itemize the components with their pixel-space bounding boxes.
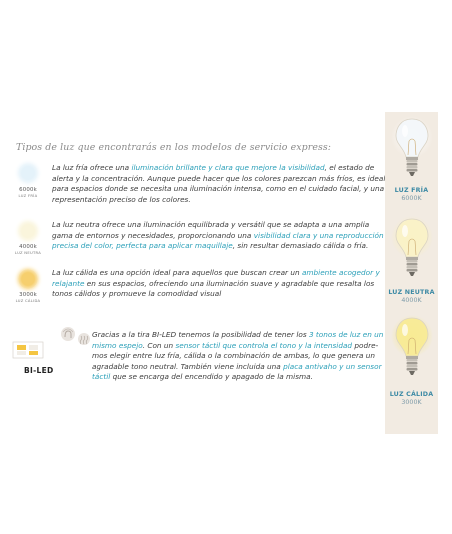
cold-bulb-temp: 6000K xyxy=(401,195,422,202)
biled-icons xyxy=(12,326,90,360)
cold-temp-label: 6000k xyxy=(19,187,37,193)
body-text: podre- xyxy=(352,340,379,350)
highlight-text: táctil xyxy=(92,372,111,382)
text-line xyxy=(92,330,382,341)
body-text: en sus espacios, ofreciendo una iluminación suave y agradable que resalta los xyxy=(84,278,375,288)
text-line xyxy=(52,163,382,174)
text-line xyxy=(92,362,382,373)
warm-temp-label: 3000k xyxy=(19,292,37,298)
neutral-light-text xyxy=(52,220,382,252)
neutral-bulb-name: LUZ NEUTRA xyxy=(388,289,435,296)
highlight-text: 3 tonos de luz en un xyxy=(308,330,384,339)
warm-light-text xyxy=(52,268,382,300)
text-line xyxy=(92,351,382,362)
text-line xyxy=(52,195,382,206)
warm-led-icon xyxy=(17,345,26,350)
neutral-bulb-icon xyxy=(390,215,434,283)
body-text: . Con un xyxy=(142,340,176,350)
body-text: La luz neutra ofrece una iluminación equilibrada y versátil que se adapta a una amplia xyxy=(52,220,370,229)
highlight-text: relajante xyxy=(52,278,85,288)
body-text: que se encarga del encendido y apagado de la misma. xyxy=(110,372,313,382)
body-text: agradable tono neutral. También viene incluida una xyxy=(92,361,284,371)
antifog-icon xyxy=(78,333,90,345)
warm-name-label: LUZ CÁLIDA xyxy=(15,299,41,303)
warm-bulb-temp: 3000K xyxy=(401,399,422,406)
text-line xyxy=(92,372,382,383)
text-line xyxy=(52,220,382,231)
neutral-light-swatch xyxy=(18,221,38,241)
cold-bulb-icon xyxy=(390,115,434,183)
cold-bulb-name: LUZ FRÍA xyxy=(394,187,429,194)
body-text: Gracias a la tira BI-LED tenemos la posibilidad de tener los xyxy=(92,330,309,339)
text-line xyxy=(52,173,386,185)
highlight-text: ambiente acogedor y xyxy=(301,268,380,277)
body-text: La luz fría ofrece una xyxy=(52,163,132,172)
body-text: alerta y la concentración. Aunque puede hacer que los colores parezcan más fríos, es ideal xyxy=(52,173,386,183)
cool-led-icon xyxy=(29,345,38,350)
sensor-icon xyxy=(61,327,75,341)
body-text: , sin resultar demasiado cálida o fría. xyxy=(232,241,369,251)
text-line xyxy=(52,231,382,242)
cold-light-swatch xyxy=(18,163,38,183)
text-line xyxy=(52,279,382,290)
body-text: gama de entornos y necesidades, proporcionando una xyxy=(52,230,254,240)
body-text: representación preciso de los colores. xyxy=(52,194,191,204)
text-line xyxy=(52,268,382,279)
highlight-text: mismo espejo xyxy=(92,340,143,350)
warm-light-swatch xyxy=(18,269,38,289)
warm-bulb-icon xyxy=(390,314,434,382)
highlight-text: visibilidad clara y una reproducción xyxy=(253,230,384,240)
neutral-temp-label: 4000k xyxy=(19,244,37,250)
highlight-text: precisa del color, perfecta para aplicar maquillaje xyxy=(52,241,233,251)
body-text: La luz cálida es una opción ideal para aquellos que buscan crear un xyxy=(52,268,302,277)
neutral-bulb-temp: 4000K xyxy=(401,297,422,304)
text-line xyxy=(92,341,382,352)
highlight-text: placa antivaho y un sensor xyxy=(283,361,382,371)
highlight-text: sensor táctil que controla el tono y la intensidad xyxy=(175,340,353,350)
highlight-text: iluminación brillante y clara que mejore la visibilidad xyxy=(131,163,325,172)
led-strip-icon xyxy=(13,342,43,358)
text-line xyxy=(52,241,382,252)
body-text: para espacios donde se necesita una iluminación intensa, como en el cuidado facial, y una xyxy=(52,184,385,194)
body-text: , el estado de xyxy=(324,163,375,172)
body-text: mos elegir entre luz fría, cálida o la combinación de ambas, lo que genera un xyxy=(92,351,376,361)
biled-text xyxy=(92,330,382,383)
text-line xyxy=(52,289,382,300)
neutral-name-label: LUZ NEUTRA xyxy=(14,251,42,255)
body-text: tonos cálidos y promueve la comodidad visual xyxy=(52,289,222,299)
cold-light-text xyxy=(52,163,386,205)
warm-bulb-name: LUZ CÁLIDA xyxy=(389,391,434,398)
text-line xyxy=(52,184,385,195)
page-title: Tipos de luz que encontrarás en los modelos de servicio express: xyxy=(16,142,332,153)
cold-name-label: LUZ FRÍA xyxy=(18,194,38,198)
biled-label: BI-LED xyxy=(24,366,54,375)
